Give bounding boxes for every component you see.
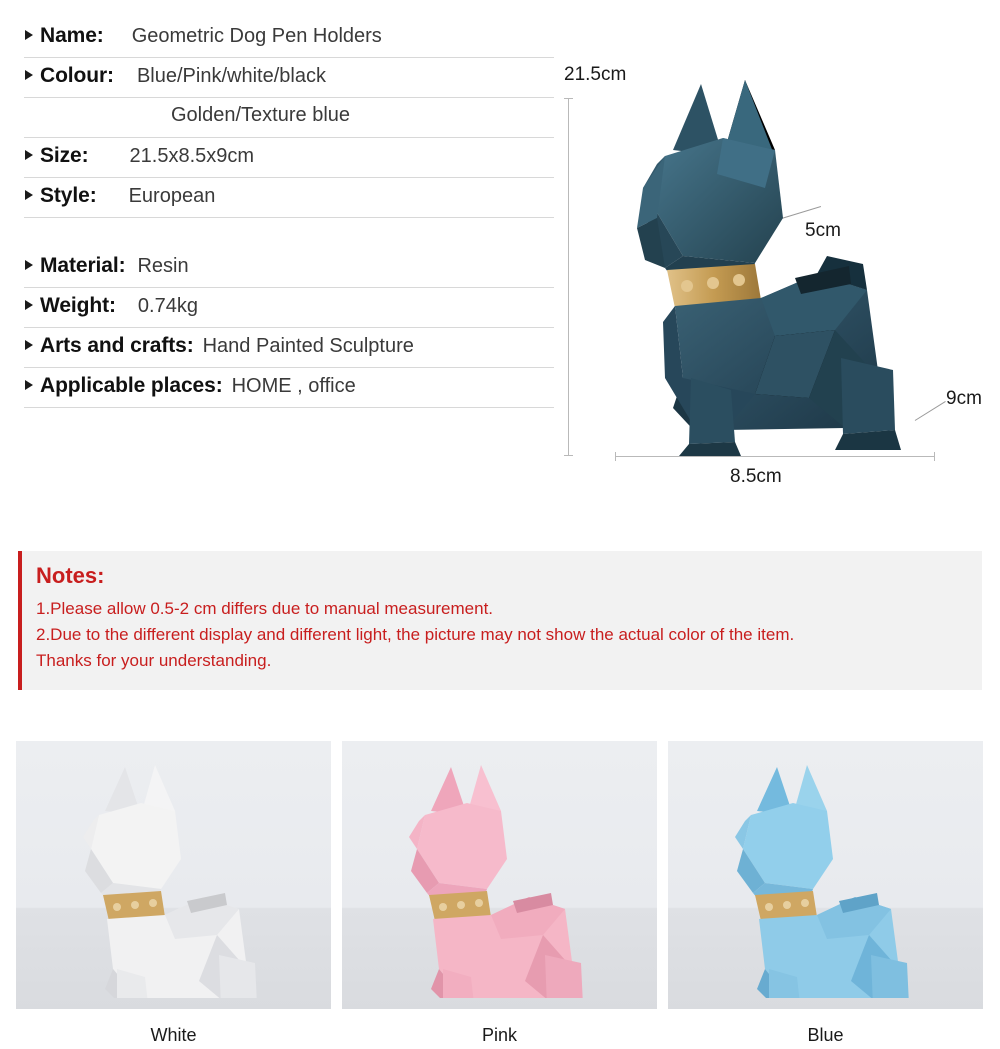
variant-gallery [16, 741, 984, 1046]
product-image-main [605, 78, 945, 463]
notes-accent-bar [18, 551, 22, 690]
product-image-white [59, 763, 289, 1003]
spec-value-arts-and-crafts: Hand Painted Sculpture [202, 335, 414, 357]
spec-row-colour-continued [24, 98, 554, 138]
dimension-label-height: 21.5cm [564, 64, 627, 85]
triangle-right-icon [24, 299, 40, 311]
spec-value-colour: Blue/Pink/white/black [136, 65, 326, 87]
triangle-right-icon [24, 29, 40, 41]
dimension-line-height [568, 98, 569, 456]
triangle-right-icon [24, 379, 40, 391]
spec-label-weight: Weight: [40, 294, 116, 317]
variant-caption-white: White [150, 1025, 197, 1045]
spec-row [24, 288, 554, 328]
notes-line-3: Thanks for your understanding. [36, 651, 272, 670]
spec-row [24, 18, 554, 58]
spec-value-size: 21.5x8.5x9cm [129, 145, 255, 167]
dimension-label-width: 8.5cm [730, 466, 782, 487]
spec-label-applicable-places: Applicable places: [40, 374, 223, 397]
spec-value-style: European [128, 185, 216, 207]
spec-row [24, 368, 554, 408]
product-image-blue [711, 763, 941, 1003]
spec-value-colour-continued: Golden/Texture blue [171, 104, 351, 126]
notes-line-2: 2.Due to the different display and different light, the picture may not show the actual color of the item. [36, 625, 795, 644]
specification-table [24, 18, 554, 408]
variant-photo-blue[interactable] [668, 741, 983, 1009]
spec-value-material: Resin [137, 255, 189, 277]
variant-item-pink[interactable] [342, 741, 657, 1046]
spec-label-colour: Colour: [40, 64, 114, 87]
dimension-label-depth: 9cm [946, 388, 982, 409]
spec-value-applicable-places: HOME , office [231, 375, 356, 397]
spec-label-name: Name: [40, 24, 104, 47]
triangle-right-icon [24, 259, 40, 271]
product-image-pink [385, 763, 615, 1003]
spec-divider-gap [24, 218, 554, 248]
spec-row [24, 328, 554, 368]
triangle-right-icon [24, 339, 40, 351]
spec-row [24, 178, 554, 218]
spec-row [24, 138, 554, 178]
variant-photo-white[interactable] [16, 741, 331, 1009]
spec-row [24, 58, 554, 98]
notes-title: Notes: [36, 563, 105, 588]
spec-label-style: Style: [40, 184, 97, 207]
triangle-right-icon [24, 69, 40, 81]
spec-row [24, 248, 554, 288]
notes-line-1: 1.Please allow 0.5-2 cm differs due to manual measurement. [36, 599, 494, 618]
spec-label-arts-and-crafts: Arts and crafts: [40, 334, 194, 357]
spec-label-size: Size: [40, 144, 89, 167]
triangle-right-icon [24, 149, 40, 161]
variant-caption-blue: Blue [807, 1025, 844, 1045]
variant-photo-pink[interactable] [342, 741, 657, 1009]
variant-caption-pink: Pink [481, 1025, 517, 1045]
dimension-label-collar: 5cm [805, 220, 841, 241]
variant-item-blue[interactable] [668, 741, 983, 1046]
spec-value-name: Geometric Dog Pen Holders [131, 25, 382, 47]
product-dimension-figure [560, 20, 990, 490]
spec-label-material: Material: [40, 254, 126, 277]
spec-value-weight: 0.74kg [137, 295, 198, 317]
variant-item-white[interactable] [16, 741, 331, 1046]
notes-box [18, 551, 982, 690]
triangle-right-icon [24, 189, 40, 201]
